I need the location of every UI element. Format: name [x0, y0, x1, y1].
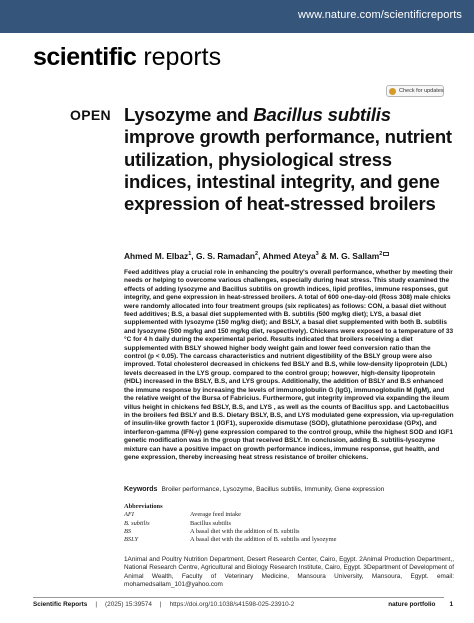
author-name[interactable]: G. S. Ramadan: [195, 251, 256, 261]
author-list: Ahmed M. Elbaz$^1$, G. S. Ramadan$^2$, Ahmed Ateya$^3$ & M. G. Sallam$^2$: [124, 251, 389, 261]
keywords-label: Keywords: [124, 486, 158, 493]
abbreviations-heading: Abbreviations: [124, 503, 163, 510]
author-name[interactable]: Ahmed M. Elbaz: [124, 251, 189, 261]
keywords-list: Broiler performance, Lysozyme, Bacillus subtilis, Immunity, Gene expression: [161, 486, 385, 493]
keywords: [124, 486, 454, 493]
abbreviations-table: [124, 511, 336, 544]
journal-logo: scientific reports: [33, 43, 222, 71]
journal-url[interactable]: www.nature.com/scientificreports: [298, 9, 462, 21]
abbreviations-section: [124, 503, 454, 544]
abstract-text: Feed additives play a crucial role in enhancing the poultry's overall performance, whether by meeting their needs or helping to overcome various challenges, especially during heat stress. This study examined the effects of adding lysozyme and Bacillus subtilis on growth indices, lipid profiles, immune responses, gut integrity, and gene expression in heat-stressed broilers. A total of 600 one-day-old (Ross 308) male chicks were randomly allocated into four treatment groups (six replicates) as follows: CON, a basal diet without feed additives; B.S, a basal diet supplemented with B. subtilis (500 mg/kg diet); LYS, a basal diet supplemented with lysozyme (150 mg/kg diet); and BSLY, a basal diet supplemented with both B. subtilis and lysozyme (500 mg/kg and 150 mg/kg diet, respectively). Chickens were exposed to a temperature of 33 °C for 4 h daily during the experimental period. Results indicated that broilers receiving a diet supplemented with BSLY showed higher body weight gain and lower feed conversion ratio than the control (p < 0.05). The carcass characteristics and nutrient digestibility of the BSLY group were also improved. Total cholesterol decreased in chickens fed BSLY and B.S, while low-density lipoprotein (LDL) levels decreased in the LYS group. compared to the control group; however, high-density lipoprotein (HDL) increased in the BSLY, B.S, and LYS groups. Additionally, the addition of BSLY and B.S enhanced the immune response by increasing the levels of immunoglobulin G (IgG), immunoglobulin M (IgM), and the relative weight of the Bursa of Fabricius. Furthermore, gut integrity improved via expanding the ileum villus height in chickens fed BSLY, B.S, and LYS , as well as the counts of Bacillus spp. and Lactobacillus in the broilers fed BSLY and B.S. Dietary BSLY, B.S, and LYS modulated gene expression, via up-regulation of insulin-like growth factor 1 (IGF1), superoxide dismutase (SOD), glutathione peroxidase (GPx), and interferon-gamma (IFN-γ) gene expression compared to the control group, while the highest SOD and IGF1 genetic modification was in the group that received BSLY. In conclusion, adding B. subtilis-lysozyme mixture can have a positive impact on growth performance indices, immune response, gut health, and gene expression, thereby increasing heat stress resistance of broiler chickens.: [124, 269, 454, 461]
footer-issue: (2025) 15:39574: [105, 601, 152, 608]
page-number: 1: [449, 601, 453, 608]
open-access-label: OPEN: [70, 107, 111, 123]
abbreviation-row: B. subtilis Bacillus subtilis: [124, 519, 232, 527]
check-for-updates-label: Check for updates: [399, 88, 444, 94]
check-for-updates-badge[interactable]: [386, 85, 444, 97]
abbreviation-row: AFI Average feed intake: [124, 511, 241, 519]
footer-divider: [33, 597, 444, 598]
publisher-logo: nature portfolio: [388, 601, 436, 608]
article-title: Lysozyme and Bacillus subtilis improve growth performance, nutrient utilization, physiological stress indices, intestinal integrity, and gene expression of heat-stressed broilers: [124, 104, 452, 215]
abbreviation-row: BSLY A basal diet with the addition of B. subtilis and lysozyme: [124, 536, 337, 544]
footer-journal: Scientific Reports: [33, 601, 88, 608]
author-name[interactable]: M. G. Sallam: [329, 251, 380, 261]
update-check-icon: [389, 88, 396, 95]
page-footer: Scientific Reports | (2025) 15:39574 | https://doi.org/10.1038/s41598-025-23910-2 nature portfolio 1: [33, 601, 453, 608]
footer-doi-link[interactable]: https://doi.org/10.1038/s41598-025-23910-2: [169, 601, 295, 608]
abbreviation-row: BS A basal diet with the addition of B. subtilis: [124, 527, 300, 535]
author-affiliations: 1Animal and Poultry Nutrition Department, Desert Research Center, Cairo, Egypt. 2Animal Production Department,, National Research Centre, Agricultural and Biology Research Institute, Cairo, Egypt. 3Department of Development of Animal Wealth, Faculty of Veterinary Medicine, Mansoura University, Mansoura, Egypt. email: mohamedsallam_101@yahoo.com: [124, 556, 454, 588]
author-name[interactable]: Ahmed Ateya: [262, 251, 316, 261]
journal-url-bar: [0, 0, 474, 33]
email-icon[interactable]: [383, 252, 389, 256]
